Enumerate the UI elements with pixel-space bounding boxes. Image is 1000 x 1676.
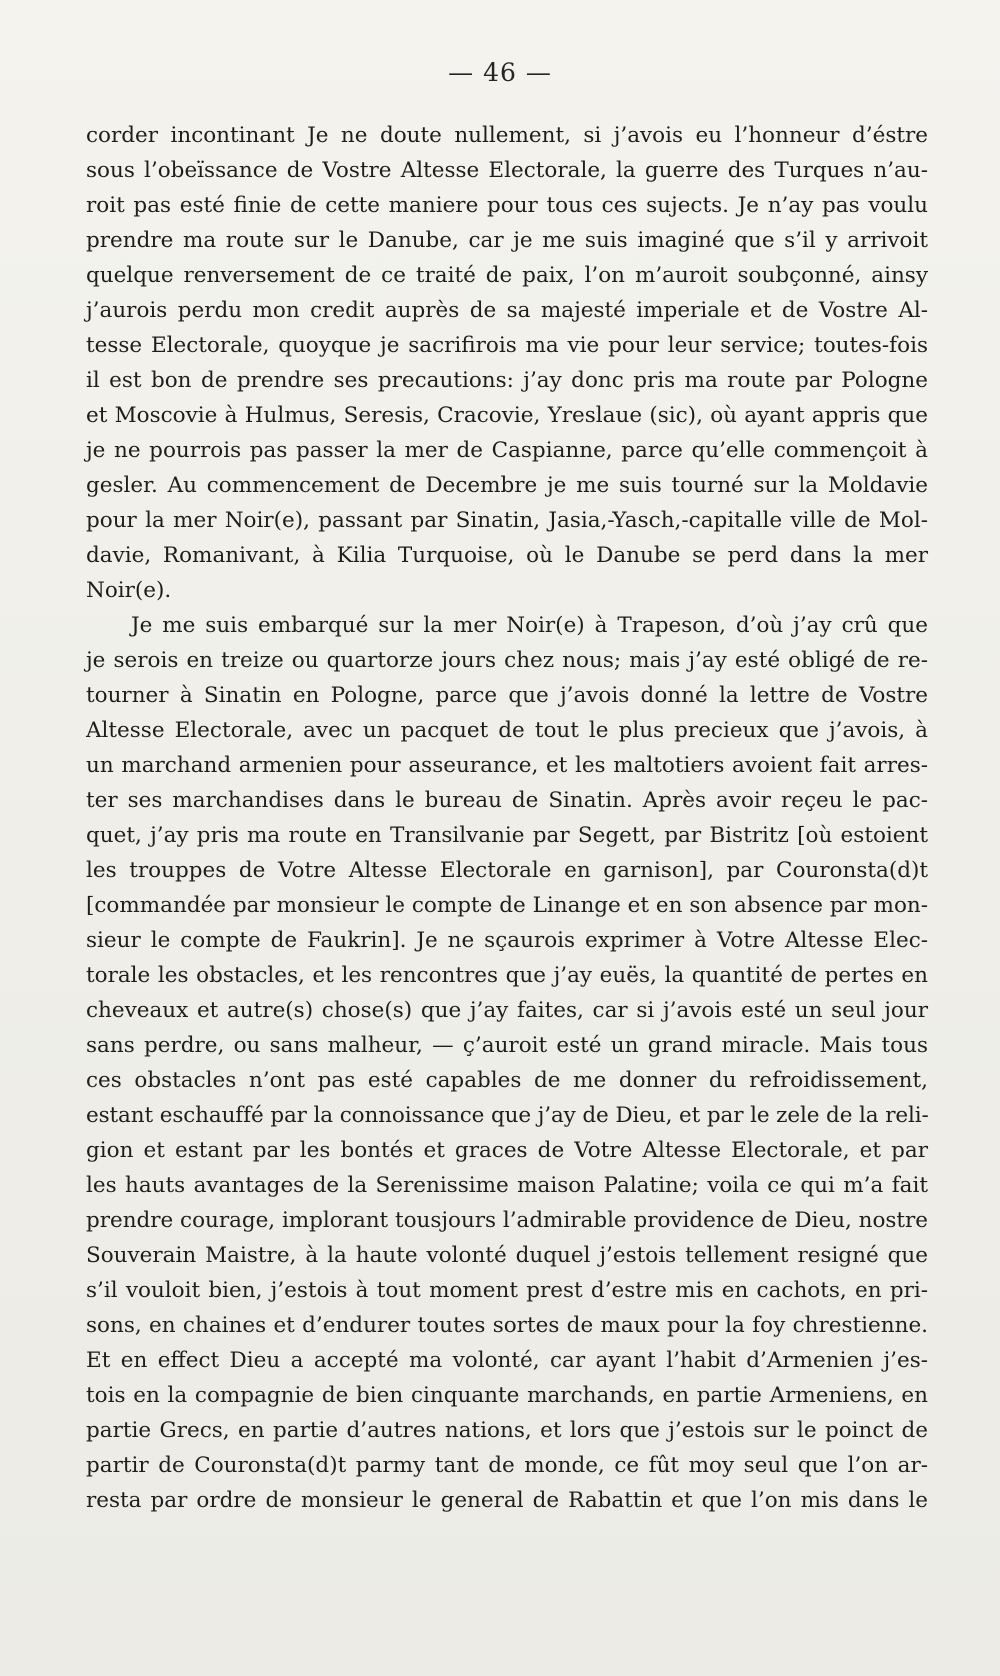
text-line: Souverain Maistre, à la haute volonté duquel j’estois tellement resigné que <box>86 1243 928 1268</box>
text-line: pour la mer Noir(e), passant par Sinatin, Jasia,-Yasch,-capitalle ville de Mol- <box>86 508 928 533</box>
text-line: je ne pourrois pas passer la mer de Caspianne, parce qu’elle commençoit à <box>86 438 928 463</box>
text-line: les trouppes de Votre Altesse Electorale en garnison], par Couronsta(d)t <box>86 858 928 883</box>
text-line: tesse Electorale, quoyque je sacrifirois ma vie pour leur service; toutes-fois <box>86 333 928 358</box>
text-line: et Moscovie à Hulmus, Seresis, Cracovie, Yreslaue (sic), où ayant appris que <box>86 403 928 428</box>
text-line: roit pas esté finie de cette maniere pour tous ces sujects. Je n’ay pas voulu <box>86 193 928 218</box>
text-line: gion et estant par les bontés et graces de Votre Altesse Electorale, et par <box>86 1138 928 1163</box>
text-line: je serois en treize ou quartorze jours chez nous; mais j’ay esté obligé de re- <box>86 648 928 673</box>
text-line: prendre courage, implorant tousjours l’admirable providence de Dieu, nostre <box>86 1208 928 1233</box>
text-line: tois en la compagnie de bien cinquante marchands, en partie Armeniens, en <box>86 1383 928 1408</box>
paragraph-end-line: Noir(e). <box>86 578 172 603</box>
text-line: partie Grecs, en partie d’autres nations, et lors que j’estois sur le poinct de <box>86 1418 928 1443</box>
text-line: quelque renversement de ce traité de paix, l’on m’auroit soubçonné, ainsy <box>86 263 928 288</box>
text-line: partir de Couronsta(d)t parmy tant de monde, ce fût moy seul que l’on ar- <box>86 1453 928 1478</box>
text-line: s’il vouloit bien, j’estois à tout moment prest d’estre mis en cachots, en pri- <box>86 1278 928 1303</box>
text-line: sieur le compte de Faukrin]. Je ne sçaurois exprimer à Votre Altesse Elec- <box>86 928 928 953</box>
text-line: davie, Romanivant, à Kilia Turquoise, où le Danube se perd dans la mer <box>86 543 928 568</box>
text-line: ter ses marchandises dans le bureau de Sinatin. Après avoir reçeu le pac- <box>86 788 928 813</box>
text-line: un marchand armenien pour asseurance, et les maltotiers avoient fait arres- <box>86 753 928 778</box>
text-line: gesler. Au commencement de Decembre je me suis tourné sur la Moldavie <box>86 473 928 498</box>
text-line: sons, en chaines et d’endurer toutes sortes de maux pour la foy chrestienne. <box>86 1313 928 1338</box>
text-line: estant eschauffé par la connoissance que j’ay de Dieu, et par le zele de la reli- <box>86 1103 929 1128</box>
body-text <box>86 118 928 1518</box>
text-line: corder incontinant Je ne doute nullement, si j’avois eu l’honneur d’éstre <box>86 123 928 148</box>
text-line: j’aurois perdu mon credit auprès de sa majesté imperiale et de Vostre Al- <box>86 298 928 323</box>
text-line: cheveaux et autre(s) chose(s) que j’ay faites, car si j’avois esté un seul jour <box>86 998 928 1023</box>
text-line: il est bon de prendre ses precautions: j’ay donc pris ma route par Pologne <box>86 368 928 393</box>
text-line: Et en effect Dieu a accepté ma volonté, car ayant l’habit d’Armenien j’es- <box>86 1348 928 1373</box>
text-line: tourner à Sinatin en Pologne, parce que j’avois donné la lettre de Vostre <box>86 683 928 708</box>
text-line: quet, j’ay pris ma route en Transilvanie par Segett, par Bistritz [où estoient <box>86 823 928 848</box>
text-line: les hauts avantages de la Serenissime maison Palatine; voila ce qui m’a fait <box>86 1173 928 1198</box>
text-line: [commandée par monsieur le compte de Linange et en son absence par mon- <box>86 893 928 918</box>
text-line: resta par ordre de monsieur le general de Rabattin et que l’on mis dans le <box>86 1488 928 1513</box>
paragraph-start-line: Je me suis embarqué sur la mer Noir(e) à Trapeson, d’où j’ay crû que <box>131 613 928 638</box>
text-line: Altesse Electorale, avec un pacquet de tout le plus precieux que j’avois, à <box>86 718 928 743</box>
text-line: torale les obstacles, et les rencontres que j’ay euës, la quantité de pertes en <box>86 963 928 988</box>
text-line: ces obstacles n’ont pas esté capables de me donner du refroidissement, <box>86 1068 928 1093</box>
text-line: prendre ma route sur le Danube, car je me suis imaginé que s’il y arrivoit <box>86 228 928 253</box>
text-line: sans perdre, ou sans malheur, — ç’auroit esté un grand miracle. Mais tous <box>86 1033 928 1058</box>
text-line: sous l’obeïssance de Vostre Altesse Electorale, la guerre des Turques n’au- <box>86 158 928 183</box>
page-number: — 46 — <box>448 58 552 87</box>
